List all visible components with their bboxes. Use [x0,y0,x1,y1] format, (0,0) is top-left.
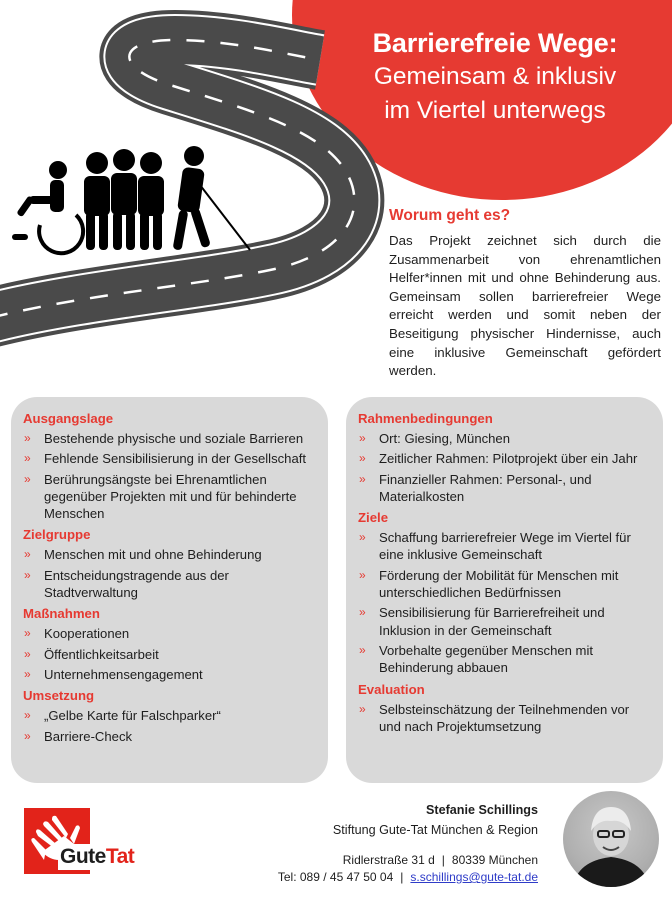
section-heading-massnahmen: Maßnahmen [23,606,100,622]
contact-city: 80339 München [451,853,538,867]
list-item [23,546,316,563]
winding-road-icon [0,40,354,318]
contact-street: Ridlerstraße 31 d [342,853,435,867]
contact-block [278,801,538,886]
group-of-people-icon [12,146,250,253]
title-main: Barrierefreie Wege: [372,28,618,58]
contact-phone[interactable]: Tel: 089 / 45 47 50 04 [277,870,394,884]
bullet-icon: » [24,451,31,466]
bullet-icon: » [24,547,31,562]
contact-phone-line [278,869,538,886]
list-item-text: Öffentlichkeitsarbeit [44,646,159,662]
list-item-text: Ort: Giesing, München [379,431,510,446]
list-item [23,728,316,745]
intro-text: Das Projekt zeichnet sich durch die Zusammenarbeit von ehrenamtlichen Helfer*innen mit und ohne Behinderung aus. Gemeinsam sollen barrierefreier Wege erreicht werden und somit neben der Beseitigung physischer Hindernisse, auch eine inklusive Gemeinschaft gefördert werden. [389,233,661,379]
info-box-left [11,397,328,783]
section-heading-ziele: Ziele [358,510,389,526]
bullet-icon: » [359,605,366,620]
contact-name: Stefanie Schillings [426,803,538,817]
person-photo-icon [563,791,659,887]
list-item [358,430,651,447]
separator: | [441,853,445,867]
list-item-text: Sensibilisierung für Barrierefreiheit und Inklusion in der Gemeinschaft [379,605,605,638]
list-item [23,625,316,642]
section-heading-rahmenbedingungen: Rahmenbedingungen [358,411,493,426]
list-item-text: Unternehmensengagement [44,666,203,682]
blind-person-with-cane-icon [173,146,250,251]
list-item-text: Zeitlicher Rahmen: Pilotprojekt über ein Jahr [379,451,638,467]
list-item [23,471,316,523]
list-item [23,430,316,447]
list-item [23,646,316,663]
title-subtitle-line1: Gemeinsam & inklusiv [373,63,617,90]
wheelchair-user-icon [12,161,83,253]
bullet-icon: » [24,708,31,723]
list-item [358,529,651,564]
section-heading-umsetzung: Umsetzung [23,688,95,704]
bullet-icon: » [359,530,366,545]
logo-word-gute: Gute [60,845,106,868]
list-item-text: Selbsteinschätzung der Teilnehmenden vor und nach Projektumsetzung [379,701,630,734]
intro-section [389,207,661,381]
list-item-text: Fehlende Sensibilisierung in der Gesellschaft [44,451,307,467]
contact-organization: Stiftung Gute-Tat München & Region [332,823,538,837]
contact-address [278,852,538,869]
bullet-icon: » [24,728,31,743]
bullet-list [358,430,651,505]
bullet-icon: » [359,471,366,486]
list-item [23,666,316,683]
list-item-text: Förderung der Mobilität für Menschen mit unterschiedlichen Bedürfnissen [379,567,619,601]
section-heading-ausgangslage: Ausgangslage [23,411,114,426]
title-subtitle-line2: im Viertel unterwegs [384,97,606,124]
list-item-text: „Gelbe Karte für Falschparker“ [44,708,221,724]
info-box-right [346,397,663,783]
bullet-list [358,701,651,736]
list-item [358,471,651,506]
list-item [358,701,651,736]
logo-word-tat: Tat [105,845,135,868]
list-item [358,642,651,677]
list-item-text: Vorbehalte gegenüber Menschen mit Behinderung abbauen [379,642,594,676]
separator: | [400,870,404,884]
bullet-icon: » [24,646,31,661]
list-item-text: Finanzieller Rahmen: Personal-, und Materialkosten [379,471,592,504]
list-item [23,567,316,602]
bullet-icon: » [359,431,366,445]
list-item-text: Kooperationen [44,626,130,642]
list-item-text: Entscheidungstragende aus der Stadtverwaltung [44,567,229,601]
list-item-text: Menschen mit und ohne Behinderung [44,547,262,563]
road-illustration [0,0,400,380]
avatar [563,791,659,887]
section-heading-evaluation: Evaluation [358,681,425,697]
list-item-text: Schaffung barrierefreier Wege im Viertel für eine inklusive Gemeinschaft [379,530,631,563]
intro-heading: Worum geht es? [389,207,511,224]
bullet-icon: » [24,567,31,582]
list-item [23,450,316,467]
bullet-icon: » [359,567,366,582]
list-item-text: Barriere-Check [44,728,133,744]
bullet-icon: » [24,626,31,641]
section-heading-zielgruppe: Zielgruppe [23,527,91,543]
bullet-icon: » [24,431,31,445]
bullet-list [23,430,316,522]
bullet-list [23,707,316,745]
bullet-list [358,529,651,676]
list-item [358,604,651,639]
bullet-list [23,546,316,601]
bullet-icon: » [359,701,366,716]
bullet-icon: » [359,642,366,657]
logo-wordmark [58,844,136,870]
list-item-text: Berührungsängste bei Ehrenamtlichen gegenüber Projekten mit und für behinderte Menschen [44,471,297,522]
list-item [23,707,316,724]
bullet-icon: » [24,666,31,681]
bullet-icon: » [359,451,366,466]
bullet-list [23,625,316,683]
bullet-icon: » [24,471,31,486]
list-item [358,567,651,602]
list-item [358,450,651,467]
contact-email-link[interactable]: s.schillings@gute-tat.de [410,870,538,884]
list-item-text: Bestehende physische und soziale Barrieren [44,431,304,446]
